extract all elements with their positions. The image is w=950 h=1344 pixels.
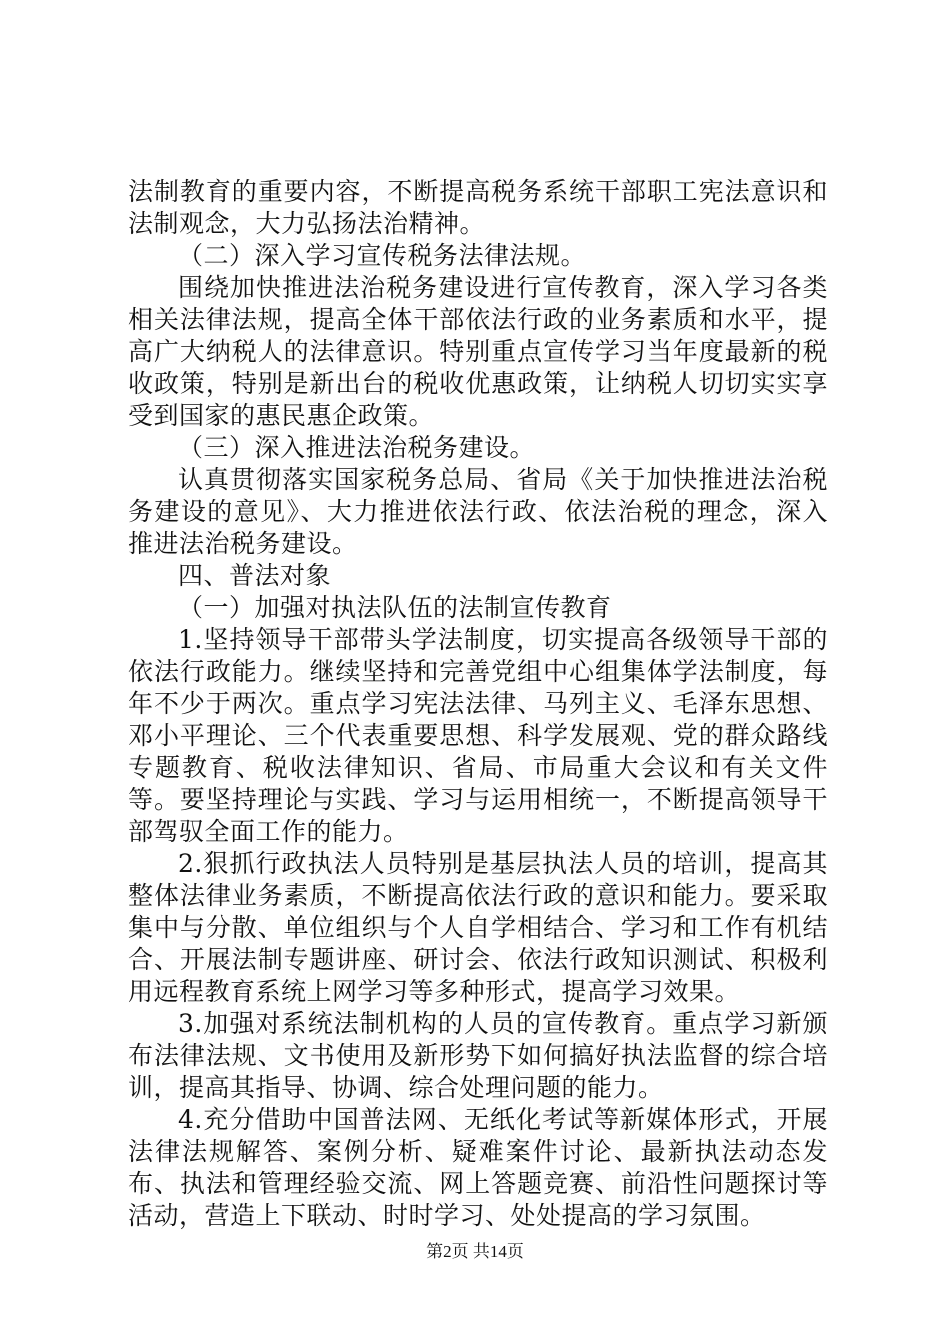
- list-item-2: 2.狠抓行政执法人员特别是基层执法人员的培训，提高其整体法律业务素质，不断提高依法行政的意识和能力。要采取集中与分散、单位组织与个人自学相结合、学习和工作有机结合、开展法制专题讲座、研讨会、依法行政知识测试、积极利用远程教育系统上网学习等多种形式，提高学习效果。: [128, 849, 828, 1006]
- section-heading-2: （二）深入学习宣传税务法律法规。: [178, 241, 587, 270]
- document-body: [128, 176, 828, 1232]
- section-heading-3: （三）深入推进法治税务建设。: [178, 433, 536, 462]
- list-item-3: 3.加强对系统法制机构的人员的宣传教育。重点学习新颁布法律法规、文书使用及新形势下如何搞好执法监督的综合培训，提高其指导、协调、综合处理问题的能力。: [128, 1009, 828, 1102]
- paragraph: 围绕加快推进法治税务建设进行宣传教育，深入学习各类相关法律法规，提高全体干部依法行政的业务素质和水平，提高广大纳税人的法律意识。特别重点宣传学习当年度最新的税收政策，特别是新出台的税收优惠政策，让纳税人切切实实享受到国家的惠民惠企政策。: [128, 273, 828, 430]
- paragraph: 认真贯彻落实国家税务总局、省局《关于加快推进法治税务建设的意见》、大力推进依法行政、依法治税的理念，深入推进法治税务建设。: [128, 465, 828, 558]
- page-number-footer: 第2页 共14页: [426, 1242, 524, 1261]
- paragraph-continuation: 法制教育的重要内容，不断提高税务系统干部职工宪法意识和法制观念，大力弘扬法治精神。: [128, 177, 828, 238]
- chapter-heading-4: 四、普法对象: [178, 561, 332, 590]
- section-heading-1: （一）加强对执法队伍的法制宣传教育: [178, 593, 612, 622]
- list-item-4: 4.充分借助中国普法网、无纸化考试等新媒体形式，开展法律法规解答、案例分析、疑难案件讨论、最新执法动态发布、执法和管理经验交流、网上答题竞赛、前沿性问题探讨等活动，营造上下联动、时时学习、处处提高的学习氛围。: [128, 1105, 828, 1230]
- list-item-1: 1.坚持领导干部带头学法制度，切实提高各级领导干部的依法行政能力。继续坚持和完善党组中心组集体学法制度，每年不少于两次。重点学习宪法法律、马列主义、毛泽东思想、邓小平理论、三个代表重要思想、科学发展观、党的群众路线专题教育、税收法律知识、省局、市局重大会议和有关文件等。要坚持理论与实践、学习与运用相统一，不断提高领导干部驾驭全面工作的能力。: [128, 625, 828, 846]
